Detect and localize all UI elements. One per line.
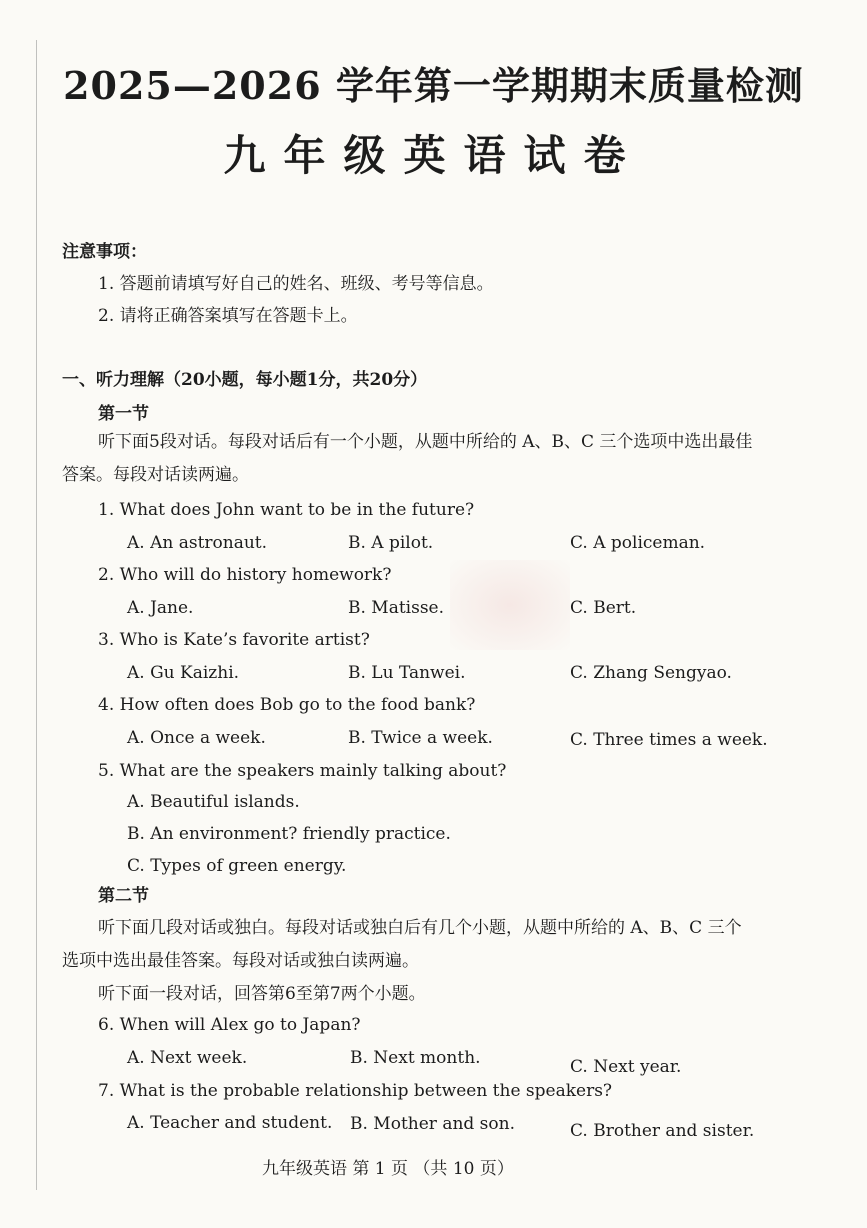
paper-stain (450, 560, 570, 650)
question-3-option-a: A. Gu Kaizhi. (127, 663, 240, 683)
question-3-stem: 3. Who is Kate’s favorite artist? (98, 630, 370, 650)
question-1-option-a: A. An astronaut. (127, 533, 268, 553)
question-5-stem: 5. What are the speakers mainly talking about? (98, 761, 507, 781)
exam-title-line2: 九年级英语试卷 (223, 131, 644, 180)
part2-instructions-line1: 听下面几段对话或独白。每段对话或独白后有几个小题，从题中所给的 A、B、C 三个 (98, 918, 742, 938)
question-7-option-a: A. Teacher and student. (127, 1113, 333, 1133)
question-2-option-a: A. Jane. (127, 598, 194, 618)
question-6-stem: 6. When will Alex go to Japan? (98, 1015, 361, 1035)
question-6-option-a: A. Next week. (127, 1048, 248, 1068)
question-1-option-c: C. A policeman. (570, 533, 706, 553)
notice-item-1: 1. 答题前请填写好自己的姓名、班级、考号等信息。 (98, 274, 494, 294)
part1-instructions-line2: 答案。每段对话读两遍。 (62, 465, 249, 485)
binding-line (36, 40, 37, 1190)
notice-item-2: 2. 请将正确答案填写在答题卡上。 (98, 306, 358, 326)
part2-instructions-line2: 选项中选出最佳答案。每段对话或独白读两遍。 (62, 951, 419, 971)
page-footer: 九年级英语 第 1 页 （共 10 页） (262, 1159, 514, 1179)
part1-instructions-line1: 听下面5段对话。每段对话后有一个小题，从题中所给的 A、B、C 三个选项中选出最佳 (98, 432, 753, 452)
question-3-option-b: B. Lu Tanwei. (348, 663, 466, 683)
question-7-stem: 7. What is the probable relationship between the speakers? (98, 1081, 613, 1101)
question-6-option-b: B. Next month. (350, 1048, 481, 1068)
question-7-option-b: B. Mother and son. (350, 1114, 515, 1134)
question-5-option-a: A. Beautiful islands. (127, 792, 300, 812)
question-5-option-b: B. An environment? friendly practice. (127, 824, 451, 844)
part1-label: 第一节 (98, 404, 149, 424)
question-3-option-c: C. Zhang Sengyao. (570, 663, 732, 683)
question-2-option-b: B. Matisse. (348, 598, 445, 618)
question-1-stem: 1. What does John want to be in the future? (98, 500, 475, 520)
question-2-option-c: C. Bert. (570, 598, 637, 618)
question-4-option-b: B. Twice a week. (348, 728, 493, 748)
question-6-option-c: C. Next year. (570, 1057, 682, 1077)
question-4-option-a: A. Once a week. (127, 728, 266, 748)
question-4-option-c: C. Three times a week. (570, 730, 768, 750)
question-7-option-c: C. Brother and sister. (570, 1121, 755, 1141)
section1-heading: 一、听力理解（20小题，每小题1分，共20分） (62, 370, 428, 390)
part2-label: 第二节 (98, 886, 149, 906)
part2-instructions-line3: 听下面一段对话，回答第6至第7两个小题。 (98, 984, 426, 1004)
question-4-stem: 4. How often does Bob go to the food bank? (98, 695, 476, 715)
notice-heading: 注意事项： (62, 242, 147, 262)
question-5-option-c: C. Types of green energy. (127, 856, 347, 876)
question-2-stem: 2. Who will do history homework? (98, 565, 392, 585)
question-1-option-b: B. A pilot. (348, 533, 434, 553)
exam-title-line1: 2025—2026 学年第一学期期末质量检测 (63, 63, 804, 108)
